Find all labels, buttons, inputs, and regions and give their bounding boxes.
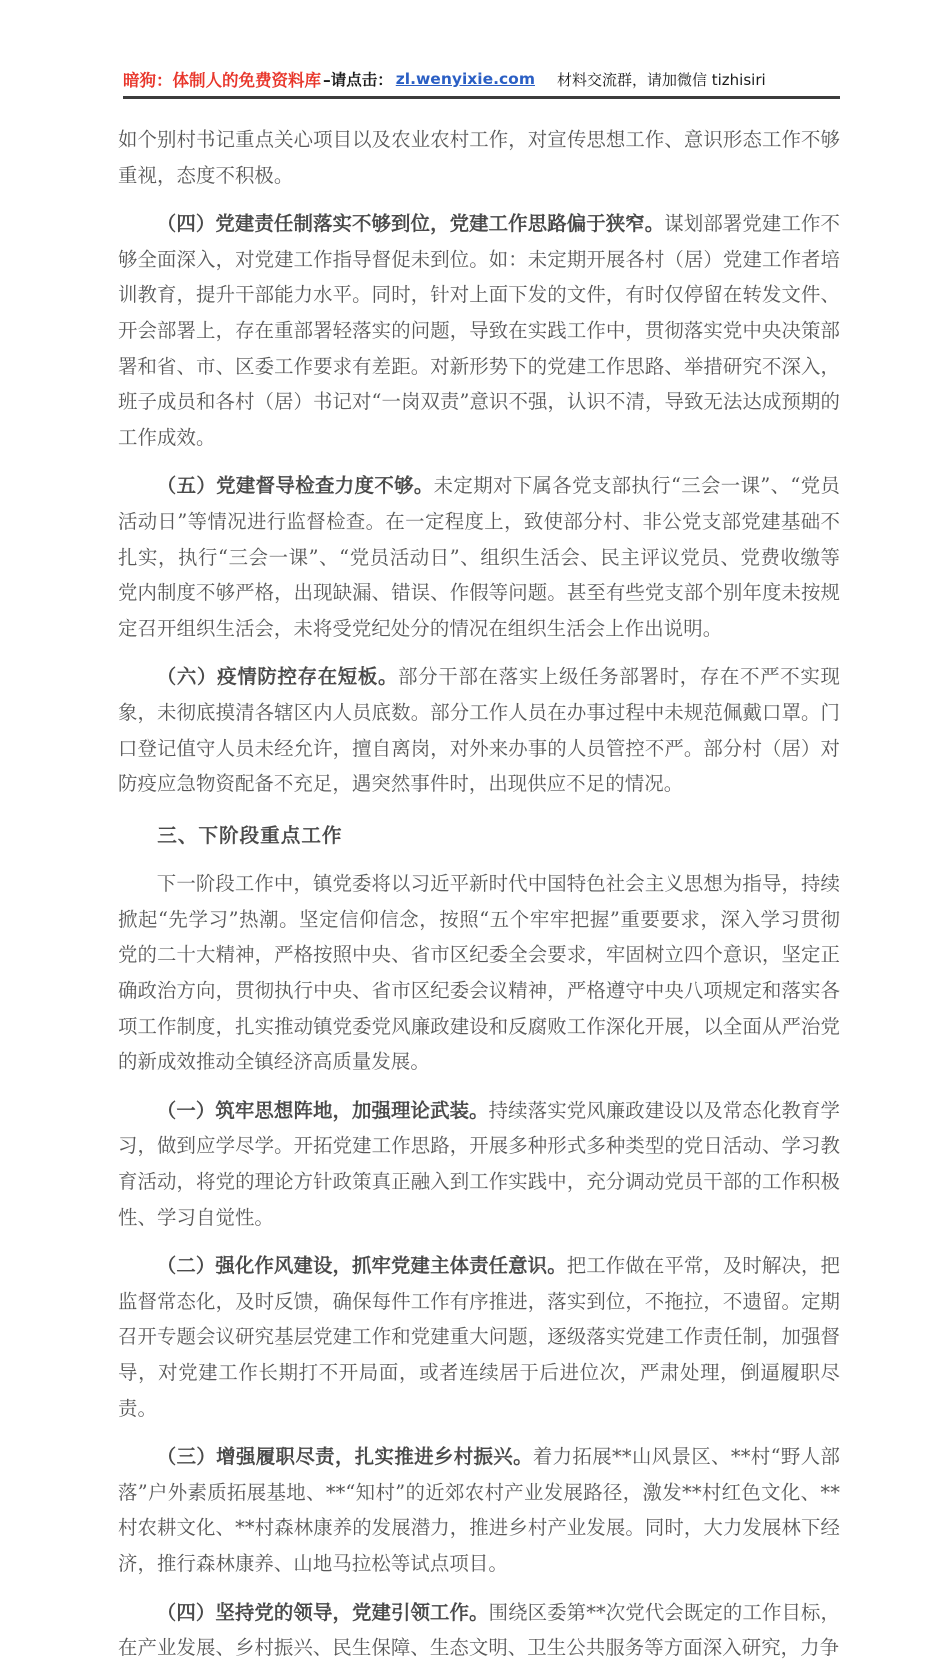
paragraph-gap	[118, 455, 840, 468]
section-intro-paragraph: 下一阶段工作中，镇党委将以习近平新时代中国特色社会主义思想为指导，持续掀起“先学习”热潮。坚定信仰信念，按照“五个牢牢把握”重要要求，深入学习贯彻党的二十大精神，严格按照中央、省市区纪委全会要求，牢固树立四个意识，坚定正确政治方向，贯彻执行中央、省市区纪委会议精神，严格遵守中央八项规定和落实各项工作制度，扎实推动镇党委党风廉政建设和反腐败工作深化开展，以全面从严治党的新成效推动全镇经济高质量发展。	[118, 872, 840, 1074]
measure-item-2	[118, 1248, 840, 1426]
issue-item-6	[118, 659, 840, 801]
paragraph-gap	[118, 1235, 840, 1248]
paragraph-gap	[118, 1582, 840, 1595]
paragraph-gap	[118, 193, 840, 206]
section-heading-3: 三、下阶段重点工作	[157, 823, 343, 847]
measure-item-1	[118, 1093, 840, 1235]
issue-item-5-lead: （五）党建督导检查力度不够。	[156, 474, 434, 498]
section-gap	[118, 802, 840, 818]
promo-red-text: 暗狗：体制人的免费资料库	[123, 71, 321, 90]
measure-item-3-lead: （三）增强履职尽责，扎实推进乡村振兴。	[156, 1445, 533, 1469]
issue-item-6-text: 部分干部在落实上级任务部署时，存在不严不实现象，未彻底摸清各辖区内人员底数。部分工作人员在办事过程中未规范佩戴口罩。门口登记值守人员未经允许，擅自离岗，对外来办事的人员管控不严。部分村（居）对防疫应急物资配备不充足，遇突然事件时，出现供应不足的情况。	[118, 665, 841, 796]
measure-item-4-lead: （四）坚持党的领导，党建引领工作。	[156, 1600, 489, 1624]
paragraph-gap	[118, 853, 840, 866]
issue-item-5	[118, 468, 840, 646]
paragraph-gap	[118, 646, 840, 659]
header-divider	[123, 96, 840, 99]
paragraph-gap	[118, 1080, 840, 1093]
measure-item-1-text: 持续落实党风廉政建设以及常态化教育学习，做到应学尽学。开拓党建工作思路，开展多种形式多种类型的党日活动、学习教育活动，将党的理论方针政策真正融入到工作实践中，充分调动党员干部的工作积极性、学习自觉性。	[118, 1098, 840, 1229]
promo-wechat-text: 材料交流群，请加微信 tizhisiri	[556, 70, 766, 89]
document-body	[118, 122, 840, 1666]
issue-item-4-text: 谋划部署党建工作不够全面深入，对党建工作指导督促未到位。如：未定期开展各村（居）党建工作者培训教育，提升干部能力水平。同时，针对上面下发的文件，有时仅停留在转发文件、开会部署上，存在重部署轻落实的问题，导致在实践工作中，贯彻落实党中央决策部署和省、市、区委工作要求有差距。对新形势下的党建工作思路、举措研究不深入，班子成员和各村（居）书记对“一岗双责”意识不强，认识不清，导致无法达成预期的工作成效。	[118, 212, 840, 449]
paragraph-gap	[118, 1426, 840, 1439]
issue-item-5-text: 未定期对下属各党支部执行“三会一课”、“党员活动日”等情况进行监督检查。在一定程度上，致使部分村、非公党支部党建基础不扎实，执行“三会一课”、“党员活动日”、组织生活会、民主评议党员、党费收缴等党内制度不够严格，出现缺漏、错误、作假等问题。甚至有些党支部个别年度未按规定召开组织生活会，未将受党纪处分的情况在组织生活会上作出说明。	[118, 474, 840, 640]
measure-item-4	[118, 1595, 840, 1666]
promo-banner	[123, 62, 840, 96]
measure-item-3-text: 着力拓展**山风景区、**村“野人部落”户外素质拓展基地、**“知村”的近郊农村产业发展路径，激发**村红色文化、**村农耕文化、**村森林康养的发展潜力，推进乡村产业发展。同时，大力发展林下经济，推行森林康养、山地马拉松等试点项目。	[118, 1445, 840, 1575]
issue-item-6-lead: （六）疫情防控存在短板。	[156, 665, 399, 689]
paragraph-continued: 如个别村书记重点关心项目以及农业农村工作，对宣传思想工作、意识形态工作不够重视，态度不积极。	[118, 128, 840, 187]
issue-item-4-lead: （四）党建责任制落实不够到位，党建工作思路偏于狭窄。	[156, 212, 665, 236]
promo-click-prompt: –请点击：	[323, 71, 393, 89]
measure-item-3	[118, 1439, 840, 1581]
measure-item-2-lead: （二）强化作风建设，抓牢党建主体责任意识。	[156, 1254, 567, 1278]
measure-item-4-text: 围绕区委第**次党代会既定的工作目标，在产业发展、乡村振兴、民生保障、生态文明、卫生公共服务等方面深入研究，力争	[118, 1600, 841, 1660]
measure-item-1-lead: （一）筑牢思想阵地，加强理论武装。	[156, 1098, 489, 1122]
promo-site-link[interactable]: zl.wenyixie.com	[395, 70, 535, 88]
issue-item-4	[118, 206, 840, 455]
measure-item-2-text: 把工作做在平常，及时解决，把监督常态化，及时反馈，确保每件工作有序推进，落实到位，不拖拉，不遗留。定期召开专题会议研究基层党建工作和党建重大问题，逐级落实党建工作责任制，加强督导，对党建工作长期打不开局面，或者连续居于后进位次，严肃处理，倒逼履职尽责。	[118, 1254, 840, 1420]
